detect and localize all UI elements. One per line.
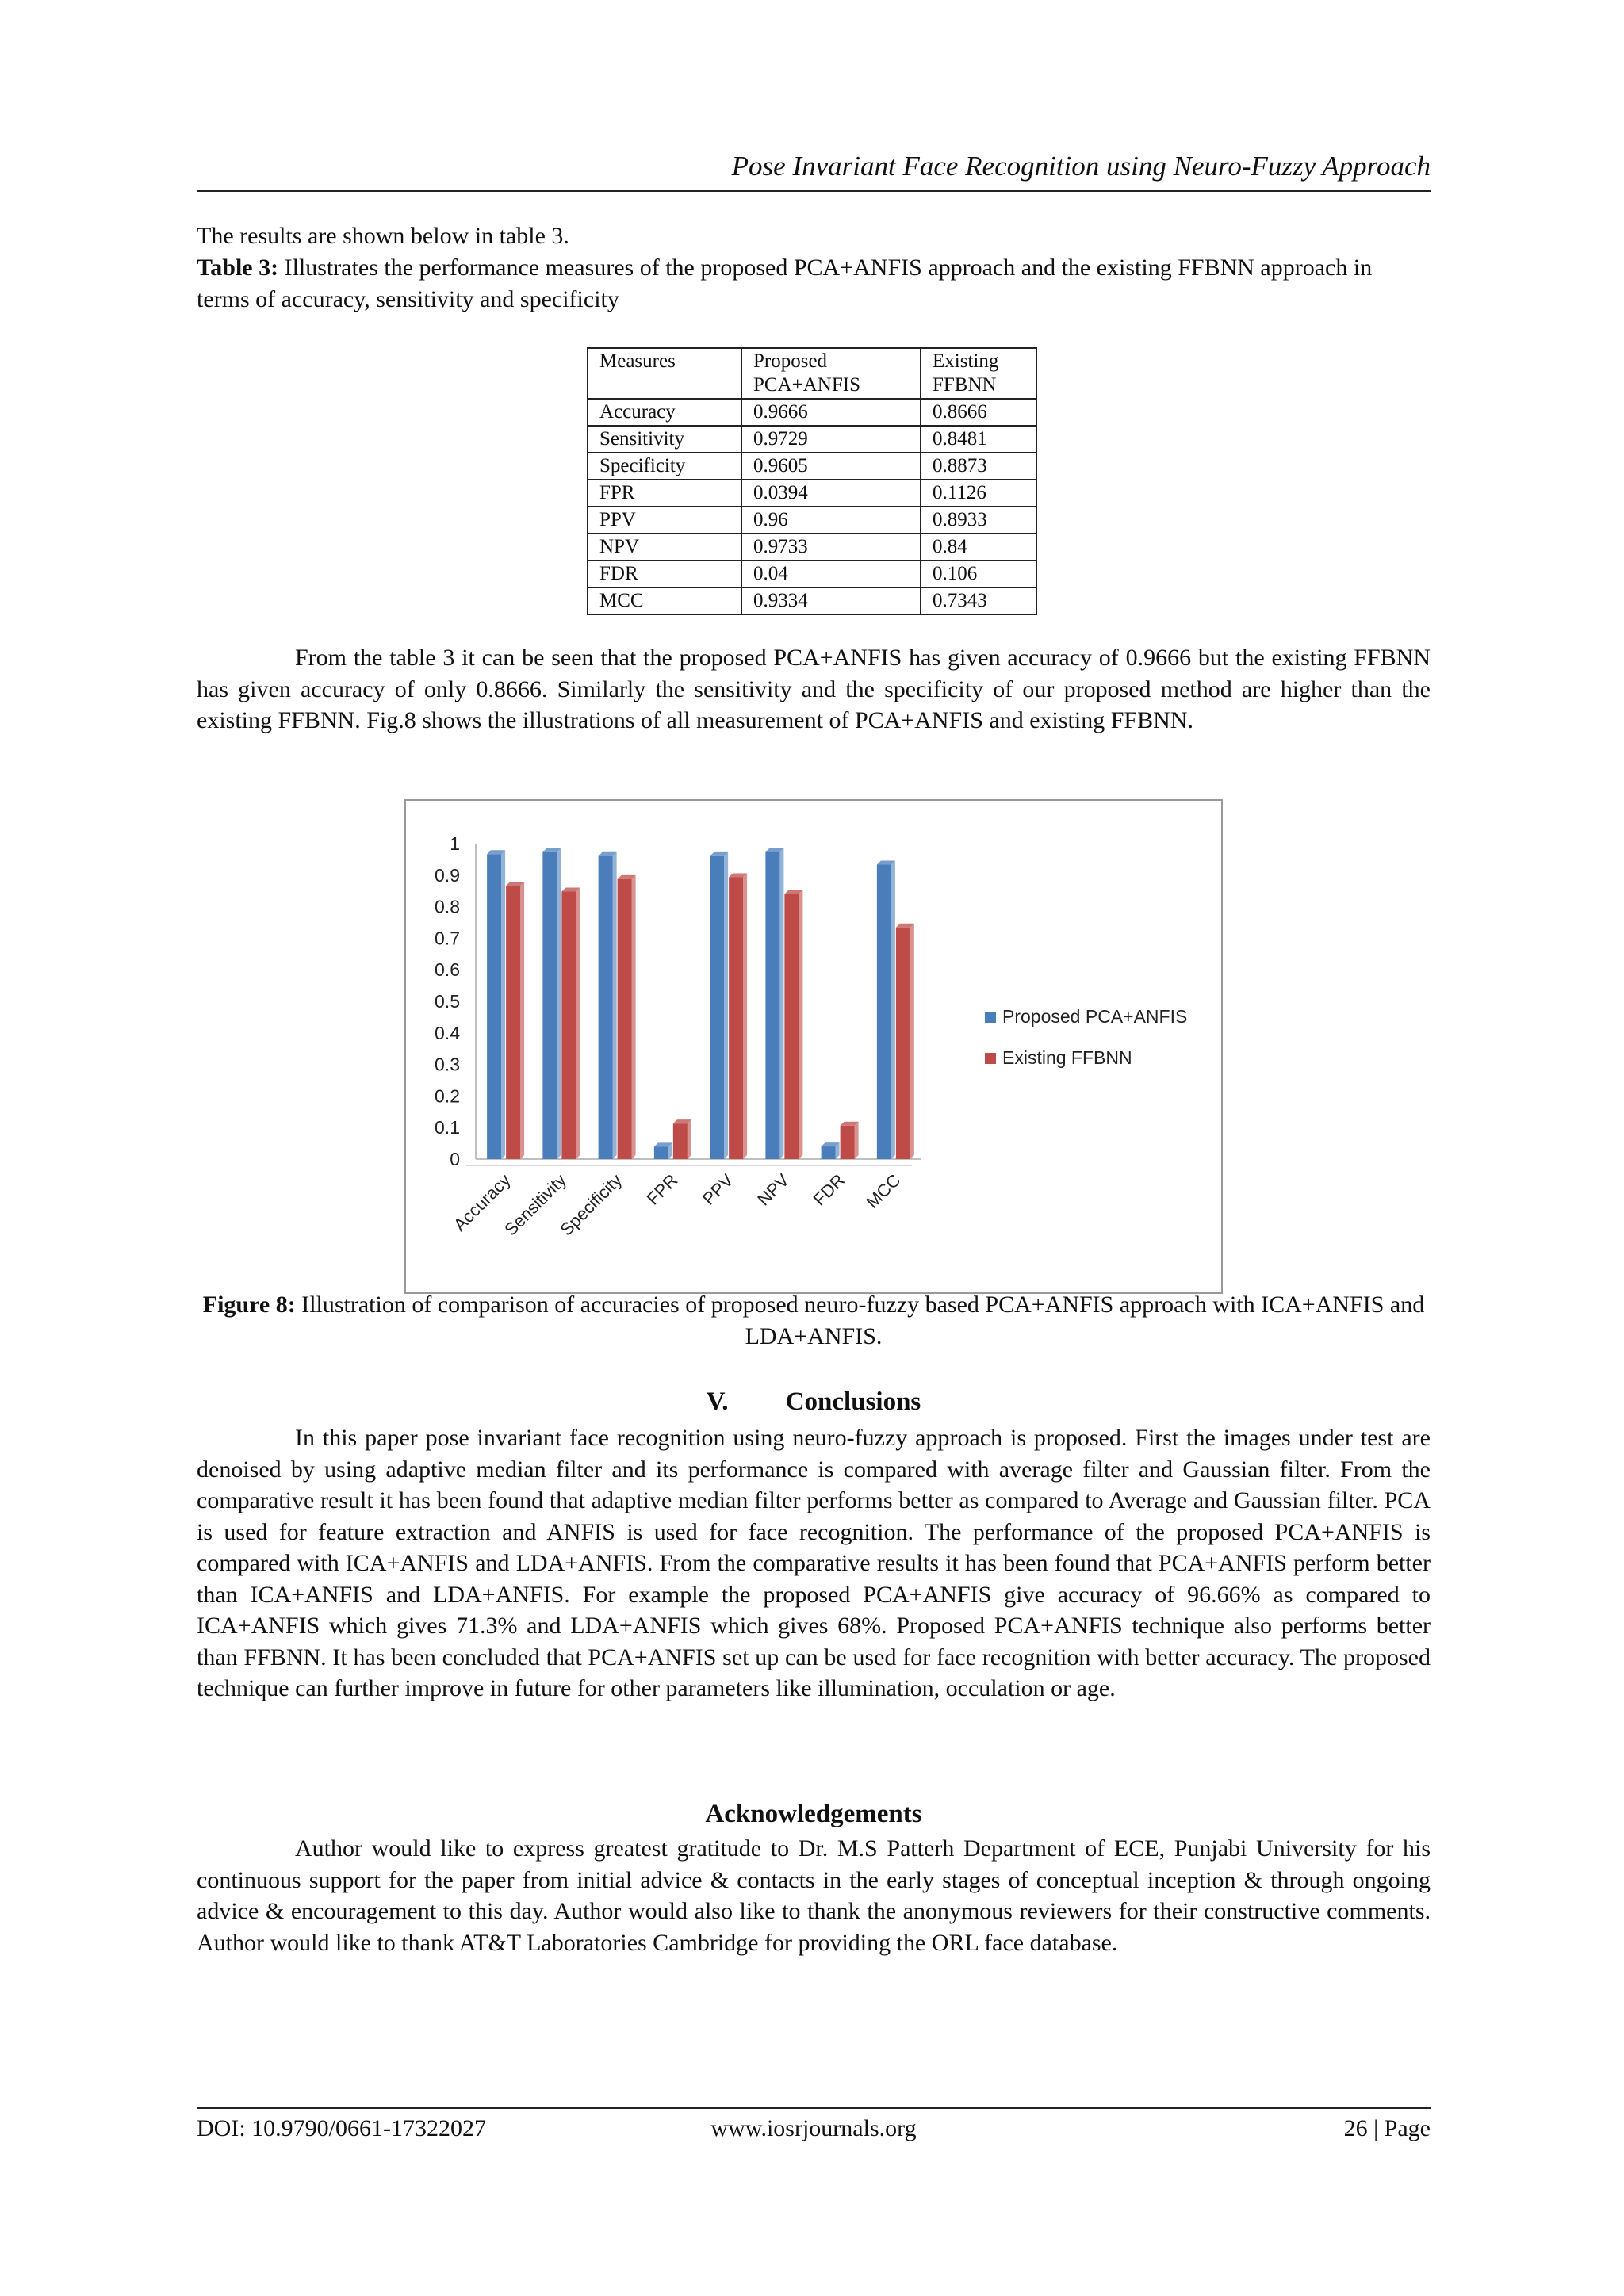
bar-side-proposed	[501, 850, 505, 1159]
table-cell: NPV	[588, 534, 741, 561]
table-cell: 0.84	[921, 534, 1036, 561]
y-tick-label: 0	[450, 1149, 460, 1169]
bar-existing	[729, 877, 743, 1159]
bar-side-proposed	[779, 848, 783, 1159]
bar-existing	[896, 928, 910, 1159]
bar-proposed	[599, 856, 613, 1159]
x-tick-label: MCC	[862, 1169, 905, 1212]
y-tick-label: 1	[450, 833, 460, 854]
table-row	[588, 507, 1036, 534]
legend-entry: Existing FFBNN	[1002, 1047, 1132, 1068]
x-tick-label: PPV	[698, 1169, 737, 1209]
legend-entry: Proposed PCA+ANFIS	[1002, 1006, 1188, 1027]
bar-side-existing	[632, 875, 636, 1159]
table-row	[588, 453, 1036, 480]
bar-side-existing	[855, 1122, 859, 1159]
bar-side-existing	[743, 873, 747, 1159]
bar-existing	[506, 886, 520, 1159]
bar-existing	[841, 1126, 855, 1159]
table-header-cell: Proposed PCA+ANFIS	[741, 348, 921, 399]
table-cell: 0.8873	[921, 453, 1036, 480]
table-cell: 0.7343	[921, 587, 1036, 614]
bar-side-proposed	[891, 861, 895, 1159]
legend-swatch	[985, 1012, 996, 1023]
conclusions-paragraph: In this paper pose invariant face recognition using neuro-fuzzy approach is proposed. First the images under test are denoised by using adaptive median filter and its performance is compared with average filter and Gaussian filter. From the comparative result it has been found that adaptive median filter performs better as compared to Average and Gaussian filter. PCA is used for feature extraction and ANFIS is used for face recognition. The performance of the proposed PCA+ANFIS is compared with ICA+ANFIS and LDA+ANFIS. From the comparative results it has been found that PCA+ANFIS perform better than ICA+ANFIS and LDA+ANFIS. For example the proposed PCA+ANFIS give accuracy of 96.66% as compared to ICA+ANFIS which gives 71.3% and LDA+ANFIS which gives 68%. Proposed PCA+ANFIS technique also performs better than FFBNN. It has been concluded that PCA+ANFIS set up can be used for face recognition with better accuracy. The proposed technique can further improve in future for other parameters like illumination, occulation or age.	[197, 1425, 1431, 1701]
table-row	[588, 561, 1036, 587]
y-tick-label: 0.5	[435, 991, 460, 1012]
bar-existing	[618, 879, 632, 1159]
x-tick-label: Sensitivity	[500, 1169, 570, 1240]
table-row	[588, 399, 1036, 426]
x-tick-label: NPV	[753, 1169, 793, 1210]
figure-caption-label: Figure 8:	[202, 1292, 296, 1318]
table-3	[587, 347, 1037, 615]
table-cell: MCC	[588, 587, 741, 614]
x-tick-label: FDR	[809, 1169, 849, 1210]
table-cell: FPR	[588, 480, 741, 507]
table-cell: 0.106	[921, 561, 1036, 587]
bar-side-existing	[910, 924, 914, 1159]
bar-side-existing	[520, 882, 524, 1159]
bar-side-existing	[799, 890, 802, 1159]
legend-swatch	[985, 1053, 996, 1064]
table-row	[588, 534, 1036, 561]
acknowledgements-paragraph: Author would like to express greatest gratitude to Dr. M.S Patterh Department of ECE, Punjabi University for his continuous support for the paper from initial advice & contacts in the early stages of conceptual inception & through ongoing advice & encouragement to this day. Author would also like to thank the anonymous reviewers for their constructive comments. Author would like to thank AT&T Laboratories Cambridge for providing the ORL face database.	[197, 1835, 1431, 1956]
page-footer	[197, 2107, 1431, 2141]
table-cell: FDR	[588, 561, 741, 587]
bar-proposed	[877, 865, 891, 1159]
footer-page-number: 26 | Page	[1343, 2115, 1431, 2141]
table-header-cell: Existing FFBNN	[921, 348, 1036, 399]
results-intro-line: The results are shown below in table 3.	[197, 223, 569, 249]
table-cell: Sensitivity	[588, 426, 741, 453]
y-tick-label: 0.1	[435, 1117, 460, 1138]
table-cell: 0.04	[741, 561, 921, 587]
x-tick-label: FPR	[642, 1169, 682, 1209]
figure-caption	[197, 1289, 1431, 1352]
table-header-cell: Measures	[588, 348, 741, 399]
table-cell: PPV	[588, 507, 741, 534]
bar-proposed	[487, 854, 501, 1159]
section-title: Conclusions	[785, 1387, 921, 1416]
bar-existing	[673, 1123, 688, 1159]
table-caption	[197, 252, 1431, 315]
table-cell: 0.9666	[741, 399, 921, 426]
table-caption-text: Illustrates the performance measures of the proposed PCA+ANFIS approach and the existing FFBNN approach in terms of accuracy, sensitivity and specificity	[197, 254, 1373, 312]
figure-caption-text: Illustration of comparison of accuracies of proposed neuro-fuzzy based PCA+ANFIS approach with ICA+ANFIS and LDA+ANFIS.	[295, 1292, 1425, 1349]
table-cell: 0.9729	[741, 426, 921, 453]
y-tick-label: 0.3	[435, 1054, 460, 1075]
bar-proposed	[542, 852, 557, 1159]
bar-proposed	[710, 856, 724, 1159]
table-cell: 0.9605	[741, 453, 921, 480]
y-tick-label: 0.7	[435, 928, 460, 949]
table-caption-label: Table 3:	[197, 254, 279, 281]
table-row	[588, 587, 1036, 614]
bar-proposed	[822, 1146, 836, 1159]
table-row	[588, 480, 1036, 507]
discussion-paragraph: From the table 3 it can be seen that the proposed PCA+ANFIS has given accuracy of 0.9666 but the existing FFBNN has given accuracy of only 0.8666. Similarly the sensitivity and the specificity of our proposed method are higher than the existing FFBNN. Fig.8 shows the illustrations of all measurement of PCA+ANFIS and existing FFBNN.	[197, 645, 1431, 733]
table-row	[588, 426, 1036, 453]
table-cell: 0.96	[741, 507, 921, 534]
bar-side-existing	[688, 1119, 691, 1159]
bar-side-proposed	[724, 852, 728, 1159]
footer-doi: DOI: 10.9790/0661-17322027	[197, 2115, 486, 2141]
table-cell: Specificity	[588, 453, 741, 480]
table-cell: 0.9733	[741, 534, 921, 561]
y-tick-label: 0.6	[435, 959, 460, 981]
bar-proposed	[765, 852, 779, 1159]
y-tick-label: 0.2	[435, 1085, 460, 1107]
running-header: Pose Invariant Face Recognition using Neuro-Fuzzy Approach	[197, 151, 1431, 192]
bar-chart	[406, 801, 1221, 1292]
table-cell: 0.1126	[921, 480, 1036, 507]
y-tick-label: 0.4	[435, 1022, 460, 1043]
table-cell: 0.8933	[921, 507, 1036, 534]
table-cell: 0.8481	[921, 426, 1036, 453]
conclusions-heading	[197, 1387, 1431, 1417]
figure-8-chart	[404, 799, 1223, 1294]
bar-existing	[561, 891, 576, 1159]
footer-website: www.iosrjournals.org	[710, 2115, 917, 2141]
table-cell: Accuracy	[588, 399, 741, 426]
x-tick-label: Accuracy	[450, 1169, 515, 1235]
bar-side-existing	[576, 887, 580, 1159]
table-cell: 0.0394	[741, 480, 921, 507]
bar-existing	[784, 894, 799, 1159]
bar-proposed	[654, 1146, 668, 1159]
bar-side-proposed	[557, 848, 561, 1159]
x-tick-label: Specificity	[556, 1169, 626, 1240]
section-number: V.	[706, 1387, 729, 1416]
table-cell: 0.8666	[921, 399, 1036, 426]
table-header-row	[588, 348, 1036, 399]
bar-side-proposed	[613, 852, 617, 1159]
table-cell: 0.9334	[741, 587, 921, 614]
acknowledgements-heading: Acknowledgements	[705, 1800, 922, 1828]
y-tick-label: 0.8	[435, 896, 460, 917]
y-tick-label: 0.9	[435, 864, 460, 886]
